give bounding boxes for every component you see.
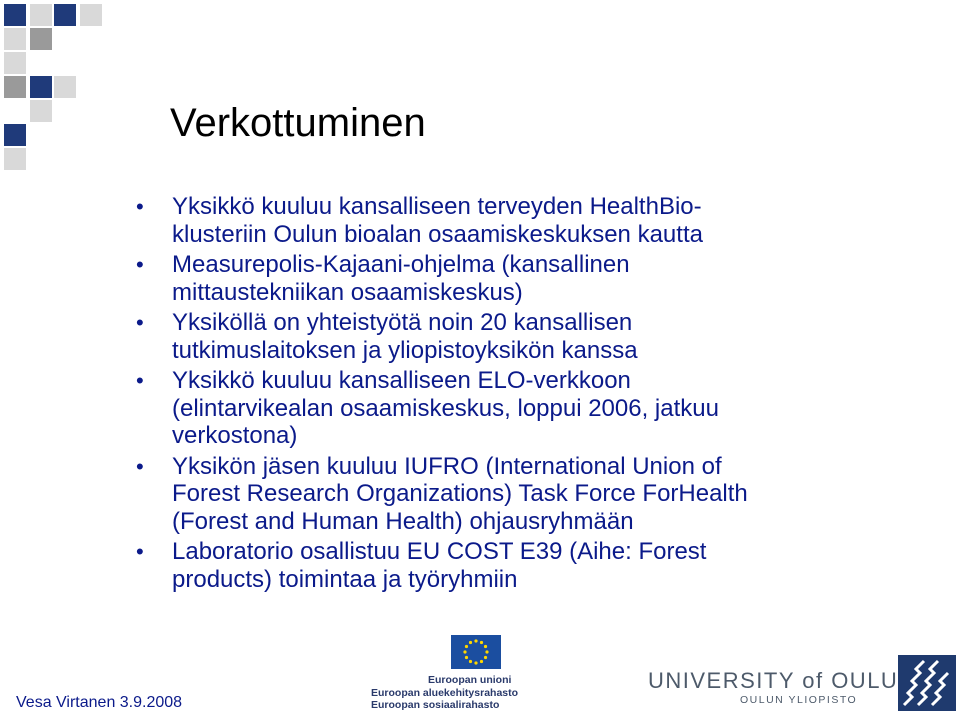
university-subtitle: OULUN YLIOPISTO bbox=[740, 694, 858, 706]
eu-star-icon bbox=[480, 641, 483, 644]
bullet-dot-icon: • bbox=[136, 310, 144, 335]
bullet-line: products) toimintaa ja työryhmiin bbox=[172, 565, 518, 593]
eu-star-icon bbox=[469, 641, 472, 644]
bullet-item bbox=[0, 367, 960, 450]
bullet-item bbox=[0, 538, 960, 593]
bullet-dot-icon: • bbox=[136, 368, 144, 393]
eu-star-icon bbox=[480, 660, 483, 663]
decor-square bbox=[54, 76, 76, 98]
decor-square bbox=[80, 4, 102, 26]
bullet-line: mittaustekniikan osaamiskeskus) bbox=[172, 278, 523, 306]
bullet-item bbox=[0, 193, 960, 248]
decor-square bbox=[4, 148, 26, 170]
bullet-line: Yksiköllä on yhteistyötä noin 20 kansallisen bbox=[172, 309, 633, 336]
decor-square bbox=[4, 76, 26, 98]
decor-square bbox=[4, 4, 26, 26]
bullet-item bbox=[0, 453, 960, 536]
bullet-line: Yksikön jäsen kuuluu IUFRO (International Union of bbox=[172, 452, 722, 480]
eu-flag-icon bbox=[451, 635, 501, 669]
bullet-line: tutkimuslaitoksen ja yliopistoyksikön kanssa bbox=[172, 336, 638, 364]
eu-star-icon bbox=[485, 650, 488, 653]
eu-star-icon bbox=[463, 650, 466, 653]
bullet-line: (elintarvikealan osaamiskeskus, loppui 2006, jatkuu bbox=[172, 394, 719, 422]
bullet-dot-icon: • bbox=[136, 252, 144, 277]
eu-star-icon bbox=[484, 656, 487, 659]
decor-square bbox=[30, 28, 52, 50]
bullet-dot-icon: • bbox=[136, 453, 144, 479]
slide-title: Verkottuminen bbox=[170, 101, 426, 145]
eu-regional-fund-label: Euroopan aluekehitysrahasto bbox=[371, 686, 519, 699]
bullet-line: Laboratorio osallistuu EU COST E39 (Aihe: Forest bbox=[172, 538, 707, 565]
decor-square bbox=[30, 76, 52, 98]
eu-star-icon bbox=[484, 645, 487, 648]
footer-author-date: Vesa Virtanen 3.9.2008 bbox=[16, 694, 183, 711]
bullet-line: Yksikkö kuuluu kansalliseen ELO-verkkoon bbox=[172, 367, 631, 394]
eu-star-icon bbox=[474, 661, 477, 664]
decor-square bbox=[30, 4, 52, 26]
bullet-dot-icon: • bbox=[136, 539, 144, 564]
bullet-list bbox=[0, 193, 960, 596]
bullet-item bbox=[0, 251, 960, 306]
eu-social-fund-label: Euroopan sosiaalirahasto bbox=[371, 699, 500, 711]
bullet-line: verkostona) bbox=[172, 422, 298, 449]
eu-star-icon bbox=[465, 656, 468, 659]
decor-square bbox=[54, 4, 76, 26]
bullet-line: Measurepolis-Kajaani-ohjelma (kansallinen bbox=[172, 251, 630, 278]
eu-star-icon bbox=[469, 660, 472, 663]
university-logo-icon bbox=[898, 655, 956, 711]
bullet-line: (Forest and Human Health) ohjausryhmään bbox=[172, 507, 634, 535]
decor-square bbox=[4, 124, 26, 146]
eu-union-label: Euroopan unioni bbox=[428, 674, 512, 686]
decor-square bbox=[4, 28, 26, 50]
university-name: UNIVERSITY of OULU bbox=[648, 668, 899, 693]
decor-square bbox=[30, 100, 52, 122]
bullet-dot-icon: • bbox=[136, 194, 144, 219]
eu-funding-text bbox=[371, 674, 518, 712]
bullet-line: Yksikkö kuuluu kansalliseen terveyden HealthBio- bbox=[172, 193, 702, 220]
eu-star-icon bbox=[465, 645, 468, 648]
bullet-item bbox=[0, 309, 960, 364]
eu-star-icon bbox=[474, 639, 477, 642]
decor-square bbox=[4, 52, 26, 74]
bullet-line: Forest Research Organizations) Task Force ForHealth bbox=[172, 480, 748, 507]
bullet-line: klusteriin Oulun bioalan osaamiskeskuksen kautta bbox=[172, 220, 703, 248]
